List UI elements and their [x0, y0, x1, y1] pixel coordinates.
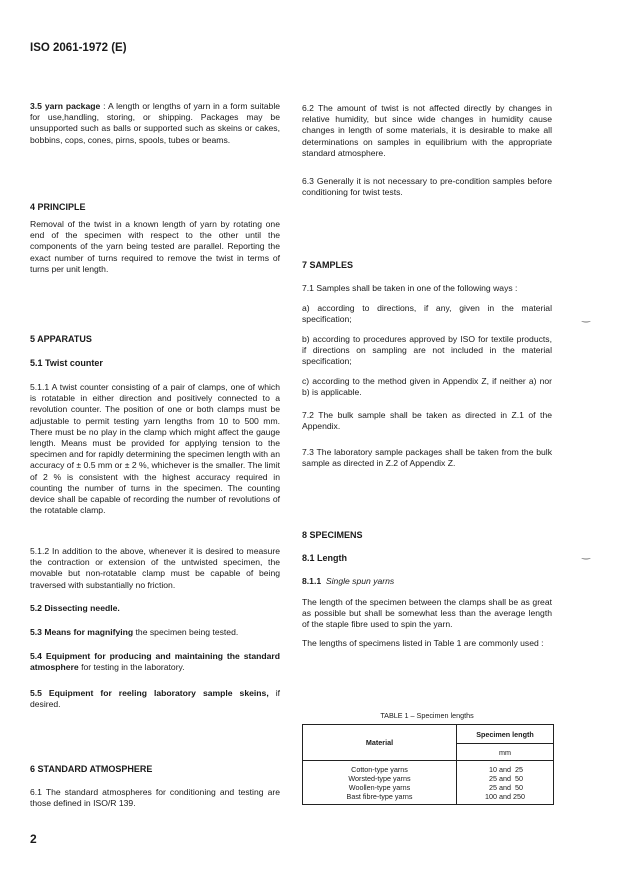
clause-7-c-block — [302, 376, 552, 398]
table-lengths: 10 and 25 25 and 50 25 and 50 100 and 250 — [457, 761, 554, 805]
clause-7-1-block — [302, 283, 552, 294]
clause-8-1-1-title-block — [302, 576, 552, 587]
clause-5-3-bold: 5.3 Means for magnifying — [30, 627, 134, 637]
table-header-material: Material — [303, 725, 457, 761]
clause-7-a-block — [302, 303, 552, 325]
table-materials: Cotton-type yarns Worsted-type yarns Woollen-type yarns Bast fibre-type yarns — [303, 761, 457, 805]
clause-7-a: a) according to directions, if any, given in the material specification; — [302, 303, 552, 325]
clause-title: Single spun yarns — [325, 576, 395, 586]
heading-length: 8.1 Length — [302, 553, 348, 563]
clause-5-5-bold: 5.5 Equipment for reeling laboratory sample skeins, — [30, 688, 269, 698]
principle-text: Removal of the twist in a known length of yarn by rotating one end of the specimen with respect to the other until the components of the yarn being tested are parallel. Reporting the exact number of turns required to remove the twist in terms of turns per unit length. — [30, 219, 280, 274]
clause-5-4-rest: for testing in the laboratory. — [78, 662, 185, 673]
lengths-intro: The lengths of specimens listed in Table 1 are commonly used : — [302, 638, 544, 648]
clause-6-2: 6.2 The amount of twist is not affected directly by changes in relative humidity, but since wide changes in humidity cause changes in length of some materials, it is desirable to make all determinations on samples in equilibrium with the appropriate standard atmosphere. — [302, 103, 552, 158]
clause-6-1: 6.1 The standard atmospheres for conditioning and testing are those defined in ISO/R 139. — [30, 787, 280, 809]
scan-mark: ‿ — [582, 549, 591, 560]
clause-5-1-2-block — [30, 546, 280, 591]
table-caption: TABLE 1 – Specimen lengths — [380, 711, 474, 720]
clause-8-1-1-block — [302, 597, 552, 631]
table-unit: mm — [457, 744, 554, 761]
clause-7-3: 7.3 The laboratory sample packages shall be taken from the bulk sample as directed in Z.2 of Appendix Z. — [302, 447, 552, 469]
clause-5-3-block — [30, 627, 280, 638]
heading-twist-counter: 5.1 Twist counter — [30, 358, 103, 368]
clause-7-b-block — [302, 334, 552, 368]
left-column — [30, 101, 280, 146]
clause-5-4-block — [30, 651, 280, 673]
clause-5-5 — [30, 688, 280, 710]
clause-3-5 — [30, 101, 280, 146]
clause-5-4 — [30, 651, 280, 673]
principle-block — [30, 219, 280, 275]
heading-samples: 7 SAMPLES — [302, 260, 354, 270]
page-number: 2 — [30, 832, 37, 846]
clause-5-5-rest: if desired. — [30, 688, 281, 710]
clause-6-3-block — [302, 176, 552, 198]
clause-5-2-block — [30, 603, 280, 614]
heading-specimens: 8 SPECIMENS — [302, 530, 363, 540]
definition-text: : A length or lengths of yarn in a form suitable for use,handling, storing, or shipping. Packages may be unsupported such as balls or supported such as skeins or cakes, bobbins, cops, cones, pirns, spools, tubes or beams. — [30, 101, 281, 145]
term: yarn package — [44, 101, 101, 111]
clause-7-2: 7.2 The bulk sample shall be taken as directed in Z.1 of the Appendix. — [302, 410, 552, 432]
clause-number: 8.1.1 — [302, 576, 322, 586]
clause-5-1-2: 5.1.2 In addition to the above, whenever it is desired to measure the contraction or extension of the untwisted specimen, the movable but non-rotatable clamp must be capable of being traversed with substantially no friction. — [30, 546, 280, 590]
clause-7-3-block — [302, 447, 552, 469]
clause-5-4-bold: 5.4 Equipment for producing and maintaining the standard atmosphere — [30, 651, 280, 673]
heading-apparatus: 5 APPARATUS — [30, 334, 92, 344]
document-header: ISO 2061-1972 (E) — [30, 42, 127, 54]
clause-6-1-block — [30, 787, 280, 809]
clause-5-1-1-block — [30, 382, 280, 516]
clause-7-1: 7.1 Samples shall be taken in one of the following ways : — [302, 283, 518, 293]
scan-mark: ‿ — [582, 312, 591, 323]
heading-standard-atmosphere: 6 STANDARD ATMOSPHERE — [30, 764, 153, 774]
specimen-lengths-table — [302, 724, 554, 805]
heading-principle: 4 PRINCIPLE — [30, 202, 86, 212]
clause-5-3-rest: the specimen being tested. — [133, 627, 239, 637]
clause-number: 3.5 — [30, 101, 42, 111]
clause-7-b: b) according to procedures approved by ISO for textile products, if directions on sampling are not included in the material specification; — [302, 334, 552, 367]
clause-5-1-1: 5.1.1 A twist counter consisting of a pair of clamps, one of which is rotatable in either direction and positively connected to a revolution counter. The position of one or both clamps must be adjustable to permit testing yarn lengths from 10 to 500 mm. There must be no play in the clamp which might affect the gauge length. Means must be provided for applying tension to the specimen and for rapidly determining the specimen length with an accuracy of ± 0.5 mm or ± 2 %, whichever is the smaller. The limit of 2 % is consistent with the highest accuracy required in counting the number of turns in the specimen. The counting device shall be capable of recording the number of revolutions of the rotatable clamp. — [30, 382, 280, 516]
clause-5-3 — [30, 627, 280, 638]
clause-5-5-block — [30, 688, 280, 710]
clause-5-2: 5.2 Dissecting needle. — [30, 603, 120, 613]
clause-8-1-1-title — [302, 576, 552, 587]
clause-7-c: c) according to the method given in Appendix Z, if neither a) nor b) is applicable. — [302, 376, 552, 398]
lengths-intro-block — [302, 638, 552, 649]
clause-6-3: 6.3 Generally it is not necessary to pre-condition samples before conditioning for twist tests. — [302, 176, 552, 198]
clause-8-1-1-text: The length of the specimen between the clamps shall be as great as possible but shall be somewhat less than the average length of the staple fibre used to spin the yarn. — [302, 597, 552, 630]
clause-6-2-block — [302, 103, 552, 159]
table-header-length: Specimen length — [457, 725, 554, 744]
clause-7-2-block — [302, 410, 552, 432]
